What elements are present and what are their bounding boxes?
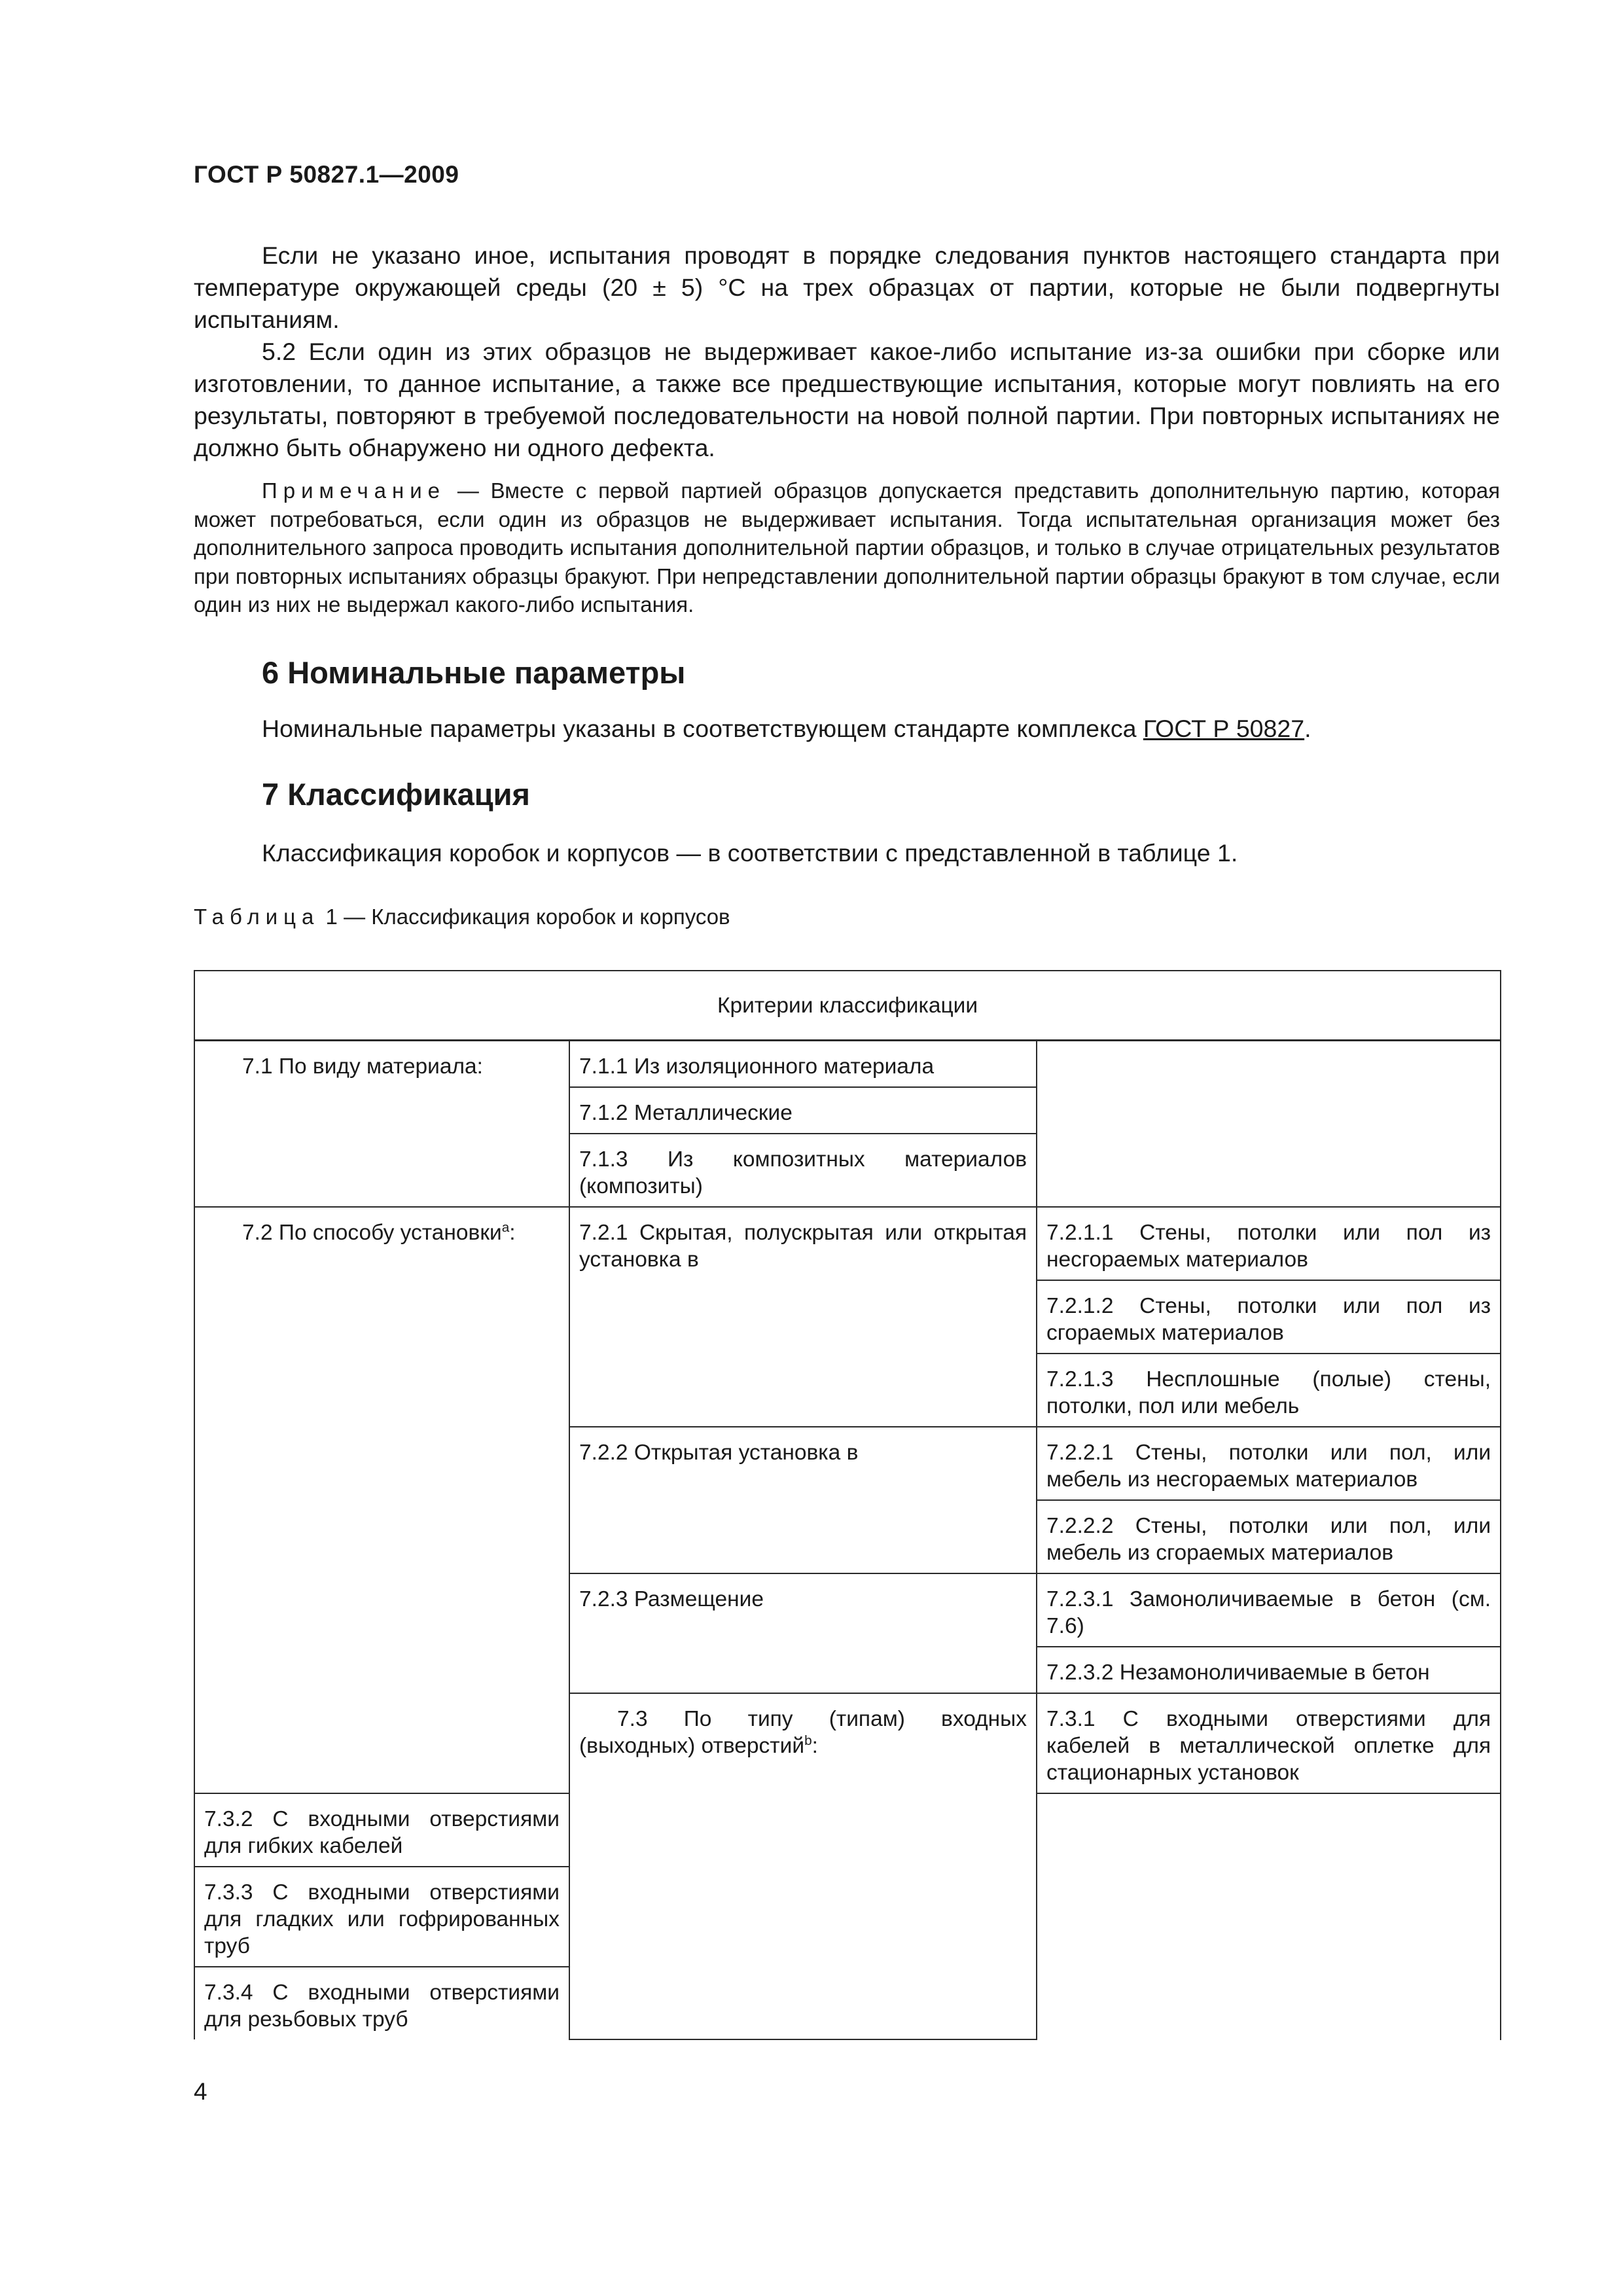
table-cell: 7.2.1.2 Стены, потолки или пол из сгораемых материалов [1037, 1280, 1501, 1354]
table-cell: 7.2.2.1 Стены, потолки или пол, или мебель из несгораемых материалов [1037, 1427, 1501, 1500]
table-caption [194, 905, 730, 929]
table-cell: 7.2.3.2 Незамоноличиваемые в бетон [1037, 1647, 1501, 1693]
section-7-heading: 7 Классификация [262, 777, 530, 812]
classification-table [194, 970, 1501, 2040]
criterion-7-1: 7.1 По виду материала: [194, 1041, 569, 1208]
section-7-text: Классификация коробок и корпусов — в соответствии с представленной в таблице 1. [262, 839, 1238, 867]
table-cell: 7.3.4 С входными отверстиями для резьбовых труб [194, 1967, 569, 2039]
footnote-mark-b: b [804, 1732, 812, 1748]
intro-text [194, 240, 1500, 464]
footnote-mark-a: a [501, 1219, 510, 1235]
page-number: 4 [194, 2078, 207, 2105]
table-caption-text: 1 — Классификация коробок и корпусов [319, 905, 730, 929]
table-cell: 7.3.1 С входными отверстиями для кабелей в металлической оплетке для стационарных установок [1037, 1693, 1501, 1793]
table-cell: 7.2.3.1 Замоноличиваемые в бетон (см. 7.6) [1037, 1573, 1501, 1647]
table-cell: 7.2.3 Размещение [569, 1573, 1037, 1693]
table-header: Критерии классификации [194, 971, 1501, 1041]
criterion-7-3: 7.3 По типу (типам) входных (выходных) отверстий$^b$: [569, 1693, 1037, 2039]
standard-designation: ГОСТ Р 50827.1—2009 [194, 161, 459, 188]
empty-cell [1037, 1041, 1501, 1208]
table-caption-label: Таблица [194, 905, 320, 929]
table-cell: 7.1.3 Из композитных материалов (композиты) [569, 1134, 1037, 1207]
note-text: — Вместе с первой партией образцов допускается представить дополнительную партию, которая может потребоваться, если один из образцов не выдерживает испытания. Тогда испытательная организация может без дополнительного запроса проводить испытания дополнительной партии образцов, и только в случае отрицательных результатов при повторных испытаниях образцы бракуют. При непредставлении дополнительной партии образцы бракуют в том случае, если один из них не выдержал какого-либо испытания. [194, 478, 1500, 617]
table-cell: 7.2.2.2 Стены, потолки или пол, или мебель из сгораемых материалов [1037, 1500, 1501, 1573]
table-cell: 7.2.1.3 Несплошные (полые) стены, потолки, пол или мебель [1037, 1354, 1501, 1427]
table-cell: 7.2.2 Открытая установка в [569, 1427, 1037, 1573]
intro-paragraph-1: Если не указано иное, испытания проводят в порядке следования пунктов настоящего стандарта при температуре окружающей среды (20 ± 5) °С на трех образцах от партии, которые не были подвергнуты испытаниям. [194, 242, 1500, 333]
intro-paragraph-2: 5.2 Если один из этих образцов не выдерживает какое-либо испытание из-за ошибки при сборке или изготовлении, то данное испытание, а также все предшествующие испытания, которые могут повлиять на его результаты, повторяют в требуемой последовательности на новой полной партии. При повторных испытаниях не должно быть обнаружено ни одного дефекта. [194, 338, 1500, 461]
section-6-heading: 6 Номинальные параметры [262, 655, 686, 690]
criterion-7-2: 7.2 По способу установки$^a$: [194, 1207, 569, 1793]
note-label: Примечание [262, 478, 446, 503]
note-paragraph [194, 476, 1500, 619]
table-cell: 7.2.1 Скрытая, полускрытая или открытая установка в [569, 1207, 1037, 1427]
table-cell: 7.3.2 С входными отверстиями для гибких кабелей [194, 1793, 569, 1867]
table-cell: 7.1.1 Из изоляционного материала [569, 1041, 1037, 1088]
table-cell: 7.2.1.1 Стены, потолки или пол из несгораемых материалов [1037, 1207, 1501, 1280]
table-cell: 7.1.2 Металлические [569, 1087, 1037, 1134]
gost-link[interactable]: ГОСТ Р 50827 [1143, 715, 1305, 742]
section-6-text: Номинальные параметры указаны в соответствующем стандарте комплекса ГОСТ Р 50827. [262, 715, 1311, 742]
table-cell: 7.3.3 С входными отверстиями для гладких или гофрированных труб [194, 1867, 569, 1967]
